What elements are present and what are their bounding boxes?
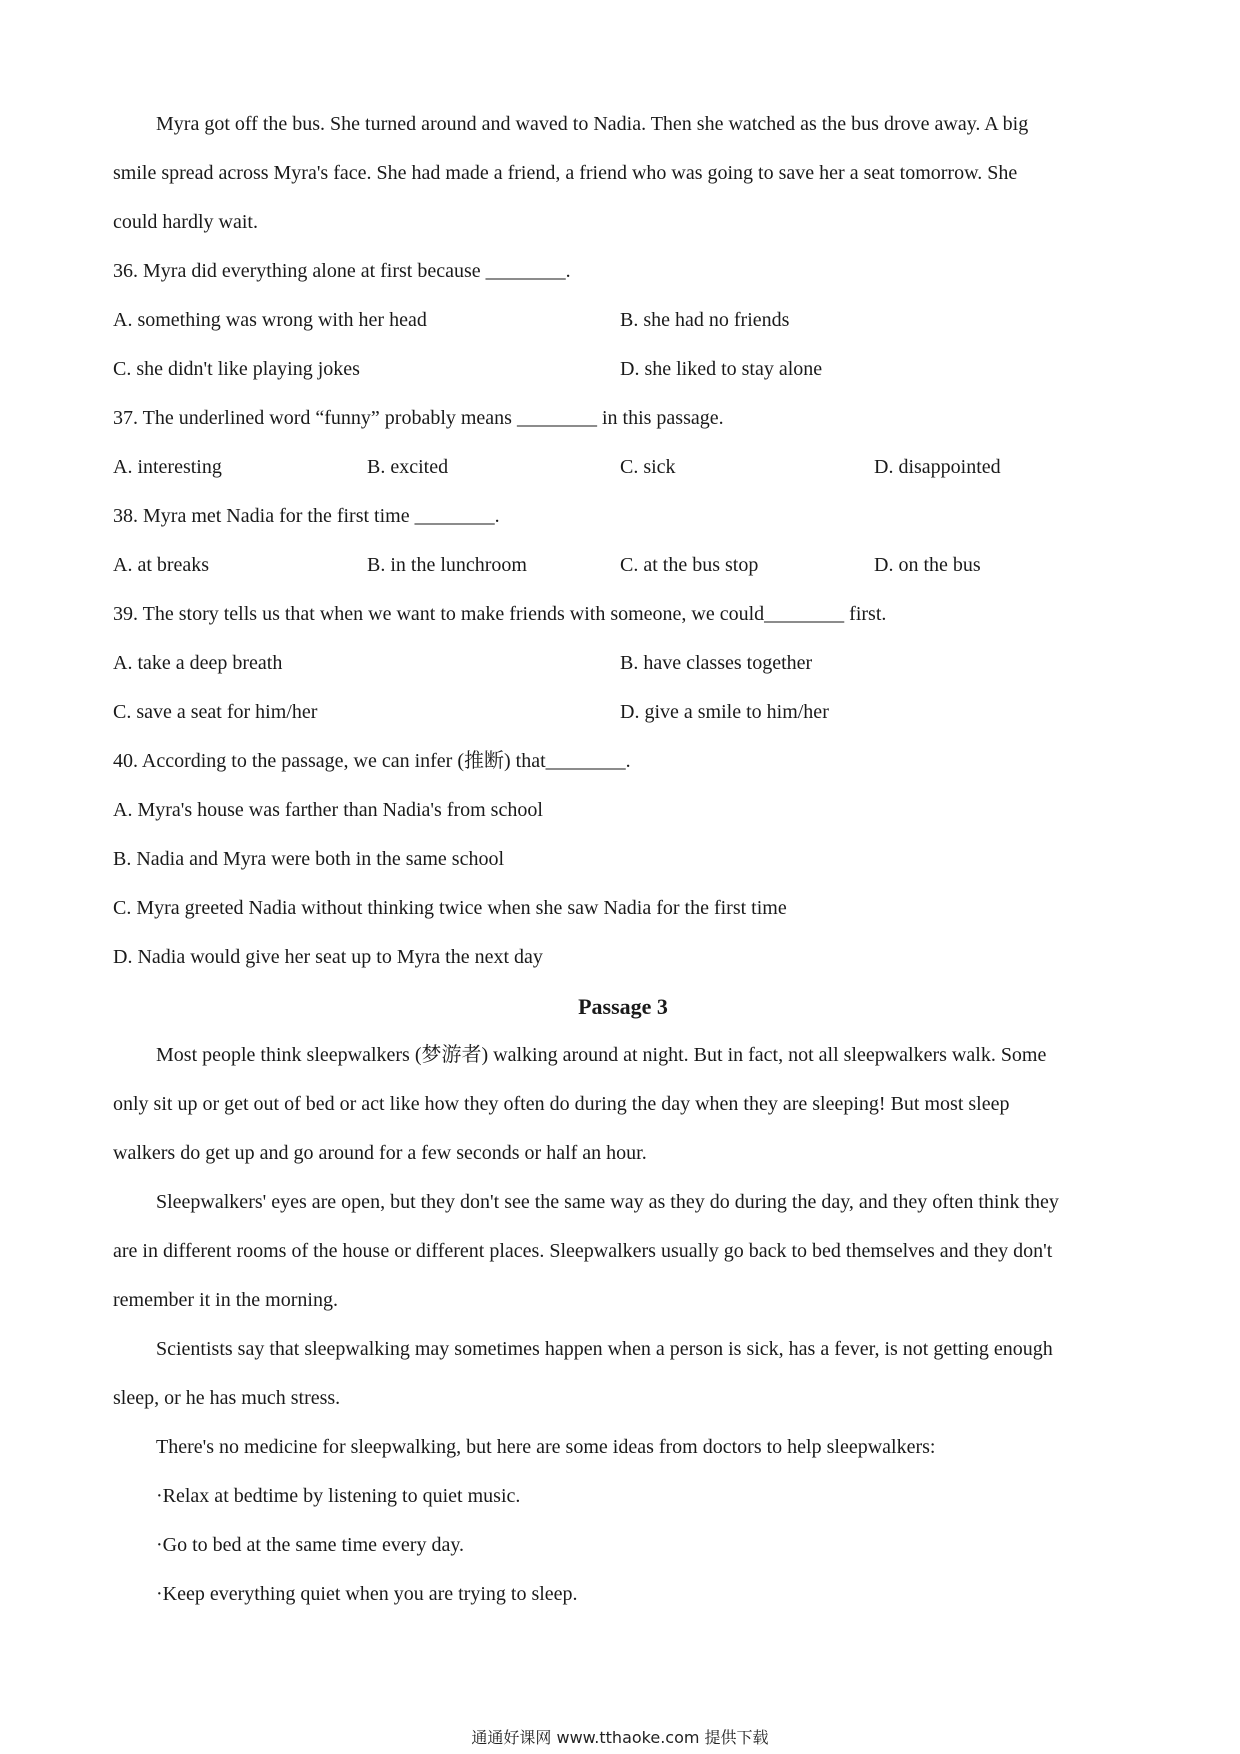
passage2-paragraph (113, 100, 1133, 247)
question-stem: 39. The story tells us that when we want to make friends with someone, we could________ first. (113, 603, 887, 625)
passage3-paragraph-3 (113, 1325, 1133, 1423)
option-b: B. Nadia and Myra were both in the same school (113, 848, 505, 870)
option-row (113, 541, 1133, 590)
text-line: remember it in the morning. (113, 1289, 338, 1311)
option-d: D. disappointed (874, 456, 1001, 478)
question-stem: 37. The underlined word “funny” probably means ________ in this passage. (113, 407, 724, 429)
text-line: are in different rooms of the house or different places. Sleepwalkers usually go back to bed themselves and they don't (113, 1240, 1053, 1262)
text-line: only sit up or get out of bed or act like how they often do during the day when they are sleeping! But most sleep (113, 1093, 1010, 1115)
option-c: C. she didn't like playing jokes (113, 358, 360, 380)
option-d: D. on the bus (874, 554, 981, 576)
option-c: C. at the bus stop (620, 554, 759, 576)
list-item: ·Keep everything quiet when you are trying to sleep. (156, 1583, 578, 1605)
option-a: A. something was wrong with her head (113, 309, 427, 331)
question-40 (113, 737, 1133, 982)
text-line: smile spread across Myra's face. She had made a friend, a friend who was going to save her a seat tomorrow. She (113, 162, 1018, 184)
question-36 (113, 247, 1133, 394)
question-39 (113, 590, 1133, 737)
option-b: B. in the lunchroom (367, 554, 527, 576)
passage3-paragraph-4: There's no medicine for sleepwalking, but here are some ideas from doctors to help sleepwalkers: (156, 1436, 936, 1458)
option-row (113, 688, 1133, 737)
option-c: C. sick (620, 456, 676, 478)
option-b: B. have classes together (620, 652, 813, 674)
text-line: Myra got off the bus. She turned around and waved to Nadia. Then she watched as the bus drove away. A big (156, 113, 1029, 135)
text-line: Most people think sleepwalkers (梦游者) walking around at night. But in fact, not all sleepwalkers walk. Some (156, 1044, 1047, 1066)
option-row (113, 296, 1133, 345)
passage3-paragraph-1 (113, 1031, 1133, 1178)
option-a: A. take a deep breath (113, 652, 283, 674)
text-line: could hardly wait. (113, 211, 258, 233)
tips-list (113, 1472, 1133, 1619)
option-a: A. interesting (113, 456, 222, 478)
document-page (113, 100, 1133, 1619)
option-d: D. she liked to stay alone (620, 358, 823, 380)
page-footer: 通通好课网 www.tthaoke.com 提供下载 (471, 1728, 769, 1747)
option-c: C. Myra greeted Nadia without thinking twice when she saw Nadia for the first time (113, 897, 787, 919)
question-38 (113, 492, 1133, 590)
text-line: Sleepwalkers' eyes are open, but they don't see the same way as they do during the day, and they often think they (156, 1191, 1059, 1213)
option-b: B. she had no friends (620, 309, 790, 331)
option-c: C. save a seat for him/her (113, 701, 318, 723)
list-item: ·Go to bed at the same time every day. (156, 1534, 465, 1556)
option-row (113, 345, 1133, 394)
question-37 (113, 394, 1133, 492)
text-line: sleep, or he has much stress. (113, 1387, 341, 1409)
option-a: A. at breaks (113, 554, 210, 576)
passage3-paragraph-2 (113, 1178, 1133, 1325)
question-stem: 40. According to the passage, we can infer (推断) that________. (113, 750, 631, 772)
passage-title: Passage 3 (578, 994, 668, 1019)
question-stem: 36. Myra did everything alone at first because ________. (113, 260, 571, 282)
question-stem: 38. Myra met Nadia for the first time ________. (113, 505, 500, 527)
text-line: walkers do get up and go around for a few seconds or half an hour. (113, 1142, 647, 1164)
option-d: D. give a smile to him/her (620, 701, 829, 723)
option-b: B. excited (367, 456, 449, 478)
option-row (113, 639, 1133, 688)
text-line: Scientists say that sleepwalking may sometimes happen when a person is sick, has a fever, is not getting enough (156, 1338, 1053, 1360)
option-d: D. Nadia would give her seat up to Myra the next day (113, 946, 543, 968)
option-row (113, 443, 1133, 492)
list-item: ·Relax at bedtime by listening to quiet music. (156, 1485, 521, 1507)
option-a: A. Myra's house was farther than Nadia's from school (113, 799, 543, 821)
